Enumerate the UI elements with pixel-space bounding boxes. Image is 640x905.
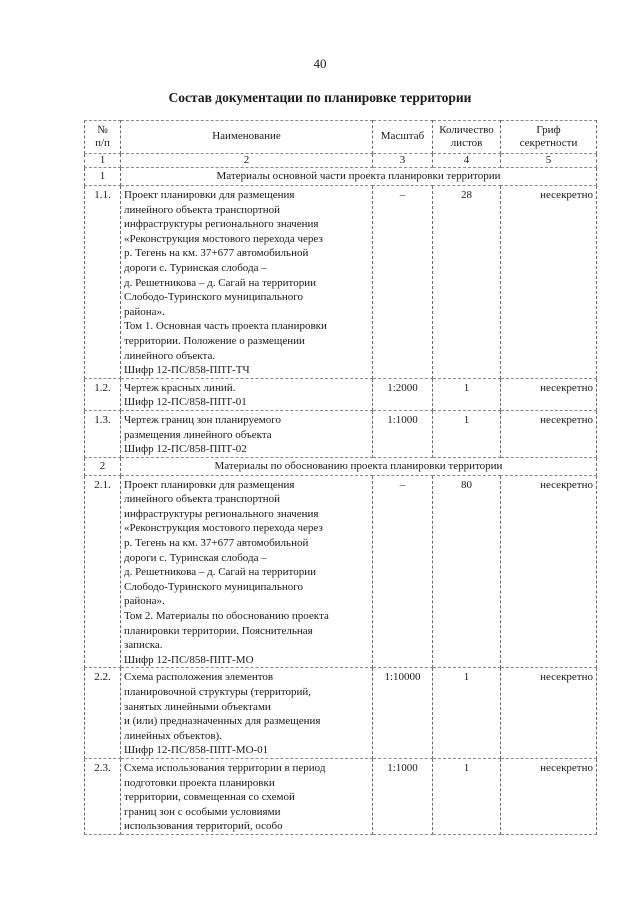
row-number: 1.3. [85, 410, 121, 457]
row-name-line: Проект планировки для размещения [124, 478, 295, 491]
section-row [85, 457, 597, 475]
row-secrecy: несекретно [501, 410, 597, 457]
row-name-line: Схема расположения элементов [124, 671, 274, 684]
column-numbers-row [85, 154, 597, 168]
column-number: 1 [85, 154, 121, 168]
row-name-line: д. Решетникова – д. Сагай на территории [124, 276, 316, 289]
section-title: Материалы основной части проекта планировки территории [121, 168, 597, 186]
row-name-line: Шифр 12-ПС/858-ППТ-МО-01 [124, 744, 269, 757]
header-scale: Масштаб [373, 121, 433, 154]
row-number: 2.3. [85, 758, 121, 834]
row-sheet-count: 1 [433, 668, 501, 759]
row-secrecy: несекретно [501, 186, 597, 379]
row-name-line: «Реконструкция мостового перехода через [124, 522, 323, 535]
table-row [85, 410, 597, 457]
row-name-line: Схема использования территории в период [124, 761, 326, 774]
table-row [85, 378, 597, 410]
section-title: Материалы по обоснованию проекта планировки территории [121, 457, 597, 475]
table-row [85, 186, 597, 379]
row-name-line: Чертеж границ зон планируемого [124, 413, 281, 426]
row-name-line: Том 1. Основная часть проекта планировки [124, 320, 327, 333]
row-name-line: записка. [124, 639, 163, 652]
row-name-line: планировочной структуры (территорий, [124, 686, 312, 698]
page-number: 40 [313, 56, 327, 71]
row-name-line: линейного объекта транспортной [124, 493, 280, 506]
row-name-line: Шифр 12-ПС/858-ППТ-МО [124, 653, 254, 666]
row-secrecy: несекретно [501, 475, 597, 668]
row-secrecy: несекретно [501, 668, 597, 759]
row-scale: 1:1000 [373, 758, 433, 834]
table-row [85, 758, 597, 834]
row-name-line: линейных объектов). [124, 729, 222, 742]
row-number: 1.1. [85, 186, 121, 379]
row-name [121, 668, 373, 759]
row-sheet-count: 80 [433, 475, 501, 668]
row-name [121, 758, 373, 834]
row-name-line: р. Тегень на км. 37+677 автомобильной [124, 537, 309, 550]
row-name-line: Шифр 12-ПС/858-ППТ-01 [124, 396, 247, 409]
row-sheet-count: 28 [433, 186, 501, 379]
row-scale: – [373, 475, 433, 668]
document-title: Состав документации по планировке территории [168, 90, 472, 105]
row-name-line: инфраструктуры регионального значения [124, 507, 319, 520]
column-number: 4 [433, 154, 501, 168]
row-secrecy: несекретно [501, 758, 597, 834]
row-scale: 1:2000 [373, 378, 433, 410]
row-name [121, 378, 373, 410]
row-name-line: границ зон с особыми условиями [124, 805, 281, 818]
row-number: 2.1. [85, 475, 121, 668]
table-body [85, 168, 597, 835]
row-name-line: территории. Положение о размещении [124, 334, 305, 347]
row-name-line: дороги с. Туринская слобода – [124, 551, 267, 564]
row-scale: – [373, 186, 433, 379]
row-name-line: дороги с. Туринская слобода – [124, 261, 267, 274]
row-sheet-count: 1 [433, 378, 501, 410]
row-name-line: использования территорий, особо [124, 820, 283, 833]
row-name-line: линейного объекта. [124, 349, 216, 362]
row-name-line: Слободо-Туринского муниципального [124, 580, 303, 593]
row-name [121, 186, 373, 379]
row-name-line: р. Тегень на км. 37+677 автомобильной [124, 247, 309, 260]
column-number: 3 [373, 154, 433, 168]
row-secrecy: несекретно [501, 378, 597, 410]
row-name-line: и (или) предназначенных для размещения [124, 715, 321, 728]
row-name-line: Слободо-Туринского муниципального [124, 291, 303, 304]
row-number: 1.2. [85, 378, 121, 410]
row-name-line: Шифр 12-ПС/858-ППТ-ТЧ [124, 364, 250, 377]
row-name-line: района». [124, 305, 165, 318]
row-name-line: размещения линейного объекта [124, 428, 272, 441]
row-name-line: инфраструктуры регионального значения [124, 218, 319, 231]
row-name [121, 475, 373, 668]
header-name: Наименование [121, 121, 373, 154]
section-row [85, 168, 597, 186]
row-name-line: Том 2. Материалы по обоснованию проекта [124, 610, 329, 623]
header-grif: Гриф секретности [501, 121, 597, 154]
row-name-line: подготовки проекта планировки [124, 776, 275, 789]
header-qty: Количество листов [433, 121, 501, 154]
row-name-line: д. Решетникова – д. Сагай на территории [124, 566, 316, 579]
column-number: 2 [121, 154, 373, 168]
section-number: 2 [85, 457, 121, 475]
column-number: 5 [501, 154, 597, 168]
row-name [121, 410, 373, 457]
table-row [85, 475, 597, 668]
row-name-line: линейного объекта транспортной [124, 203, 280, 216]
row-name-line: «Реконструкция мостового перехода через [124, 232, 323, 245]
row-name-line: района». [124, 595, 165, 608]
row-name-line: Шифр 12-ПС/858-ППТ-02 [124, 443, 247, 456]
header-num: № п/п [85, 121, 121, 154]
table-header-row [85, 121, 597, 154]
row-name-line: планировки территории. Пояснительная [124, 624, 313, 637]
row-name-line: территории, совмещенная со схемой [124, 791, 295, 804]
row-scale: 1:10000 [373, 668, 433, 759]
table-row [85, 668, 597, 759]
row-number: 2.2. [85, 668, 121, 759]
section-number: 1 [85, 168, 121, 186]
row-name-line: занятых линейными объектами [124, 700, 271, 713]
row-name-line: Проект планировки для размещения [124, 189, 295, 201]
row-sheet-count: 1 [433, 758, 501, 834]
row-sheet-count: 1 [433, 410, 501, 457]
row-scale: 1:1000 [373, 410, 433, 457]
documentation-table [84, 120, 597, 835]
row-name-line: Чертеж красных линий. [124, 381, 236, 394]
